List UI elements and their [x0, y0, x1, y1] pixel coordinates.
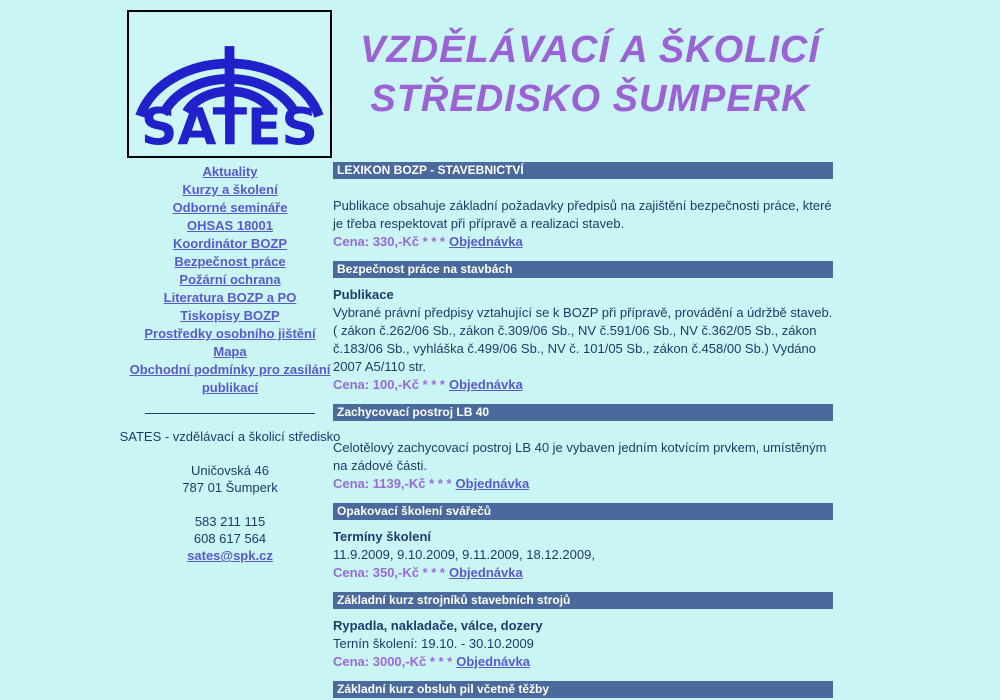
section-subtitle: Publikace [333, 287, 394, 302]
section-header-bar: Opakovací školení svářečů [333, 503, 833, 520]
order-link[interactable]: Objednávka [449, 234, 523, 249]
order-link[interactable]: Objednávka [456, 654, 530, 669]
section-header-bar: Zachycovací postroj LB 40 [333, 404, 833, 421]
section-zachycovaci-postroj [333, 404, 833, 493]
contact-address [118, 462, 342, 496]
price-line [333, 475, 833, 493]
contact-email-link[interactable]: sates@spk.cz [187, 548, 273, 563]
price-line [333, 653, 833, 671]
contact-phones [118, 513, 342, 564]
section-header-bar: Základní kurz obsluh pil včetně těžby [333, 681, 833, 698]
section-body: 11.9.2009, 9.10.2009, 9.11.2009, 18.12.2009, [333, 547, 595, 562]
sidebar-item-obchodni-podminky[interactable]: Obchodní podmínky pro zasílání publikací [129, 362, 331, 395]
order-link[interactable]: Objednávka [455, 476, 530, 491]
sidebar-divider [145, 413, 315, 414]
sates-logo-text: SATES [141, 97, 318, 153]
section-body: Publikace obsahuje základní požadavky předpisů na zajištění bezpečnosti práce, které je třeba respektovat při přípravě a realizaci staveb. [333, 198, 832, 231]
price-line [333, 376, 833, 394]
sidebar-item-odborne-seminare[interactable]: Odborné semináře [172, 200, 288, 215]
section-header-bar: Bezpečnost práce na stavbách [333, 261, 833, 278]
sidebar-item-aktuality[interactable]: Aktuality [202, 164, 258, 179]
order-link[interactable]: Objednávka [449, 565, 523, 580]
section-body: Ternín školení: 19.10. - 30.10.2009 [333, 636, 534, 651]
section-opakovaci-skoleni-svarecu [333, 503, 833, 582]
sidebar-item-mapa[interactable]: Mapa [213, 344, 247, 359]
section-bezpecnost-prace-na-stavbach [333, 261, 833, 394]
sates-logo [127, 10, 332, 158]
sidebar-item-prostredky-osobniho-jisteni[interactable]: Prostředky osobního jištění [144, 326, 316, 341]
sidebar-item-koordinator-bozp[interactable]: Koordinátor BOZP [172, 236, 288, 251]
page-title-line2: STŘEDISKO ŠUMPERK [370, 78, 810, 120]
section-body: Celotělový zachycovací postroj LB 40 je vybaven jedním kotvícím prvkem, umístěným na zádové části. [333, 440, 827, 473]
sates-logo-icon [132, 15, 327, 153]
section-header-bar: LEXIKON BOZP - STAVEBNICTVÍ [333, 162, 833, 179]
contact-phone-1: 583 211 115 [194, 514, 266, 529]
price-text: Cena: 3000,-Kč * * * [333, 654, 453, 669]
page-title [335, 26, 845, 124]
page-title-line1: VZDĚLÁVACÍ A ŠKOLICÍ [360, 29, 820, 71]
sidebar-item-kurzy-a-skoleni[interactable]: Kurzy a školení [182, 182, 278, 197]
contact-name: SATES - vzdělávací a školicí středisko [119, 429, 341, 444]
section-header-bar: Základní kurz strojníků stavebních strojů [333, 592, 833, 609]
contact-phone-2: 608 617 564 [193, 531, 267, 546]
price-line [333, 564, 833, 582]
sidebar-nav [118, 163, 342, 397]
sidebar-item-tiskopisy-bozp[interactable]: Tiskopisy BOZP [180, 308, 280, 323]
section-zakladni-kurz-obsluh-pil [333, 681, 833, 698]
main-content [333, 162, 833, 700]
order-link[interactable]: Objednávka [449, 377, 523, 392]
section-lexikon-bozp [333, 162, 833, 251]
sidebar-item-ohsas-18001[interactable]: OHSAS 18001 [187, 218, 273, 233]
price-text: Cena: 330,-Kč * * * [333, 234, 445, 249]
sidebar-item-pozarni-ochrana[interactable]: Požární ochrana [179, 272, 281, 287]
contact-street: Uničovská 46 [190, 463, 270, 478]
sidebar-item-bezpecnost-prace[interactable]: Bezpečnost práce [174, 254, 286, 269]
section-body: Vybrané právní předpisy vztahující se k BOZP při přípravě, provádění a údržbě staveb. ( zákon č.262/06 Sb., zákon č.309/06 Sb., NV č.591/06 Sb., NV č.362/05 Sb., zákon č.183/06 Sb., vyhláška č.499/06 Sb., NV č. 101/05 Sb., zákon č.458/00 Sb.) Vydáno 2007 A5/110 str. [333, 305, 833, 374]
sidebar [118, 163, 342, 564]
price-text: Cena: 100,-Kč * * * [333, 377, 445, 392]
section-zakladni-kurz-strojniku [333, 592, 833, 671]
section-subtitle: Rypadla, nakladače, válce, dozery [333, 618, 543, 633]
contact-block [118, 428, 342, 564]
contact-city: 787 01 Šumperk [182, 480, 278, 495]
sidebar-item-literatura-bozp-a-po[interactable]: Literatura BOZP a PO [163, 290, 297, 305]
price-text: Cena: 1139,-Kč * * * [333, 476, 452, 491]
price-line [333, 233, 833, 251]
price-text: Cena: 350,-Kč * * * [333, 565, 445, 580]
section-subtitle: Termíny školení [333, 529, 432, 544]
